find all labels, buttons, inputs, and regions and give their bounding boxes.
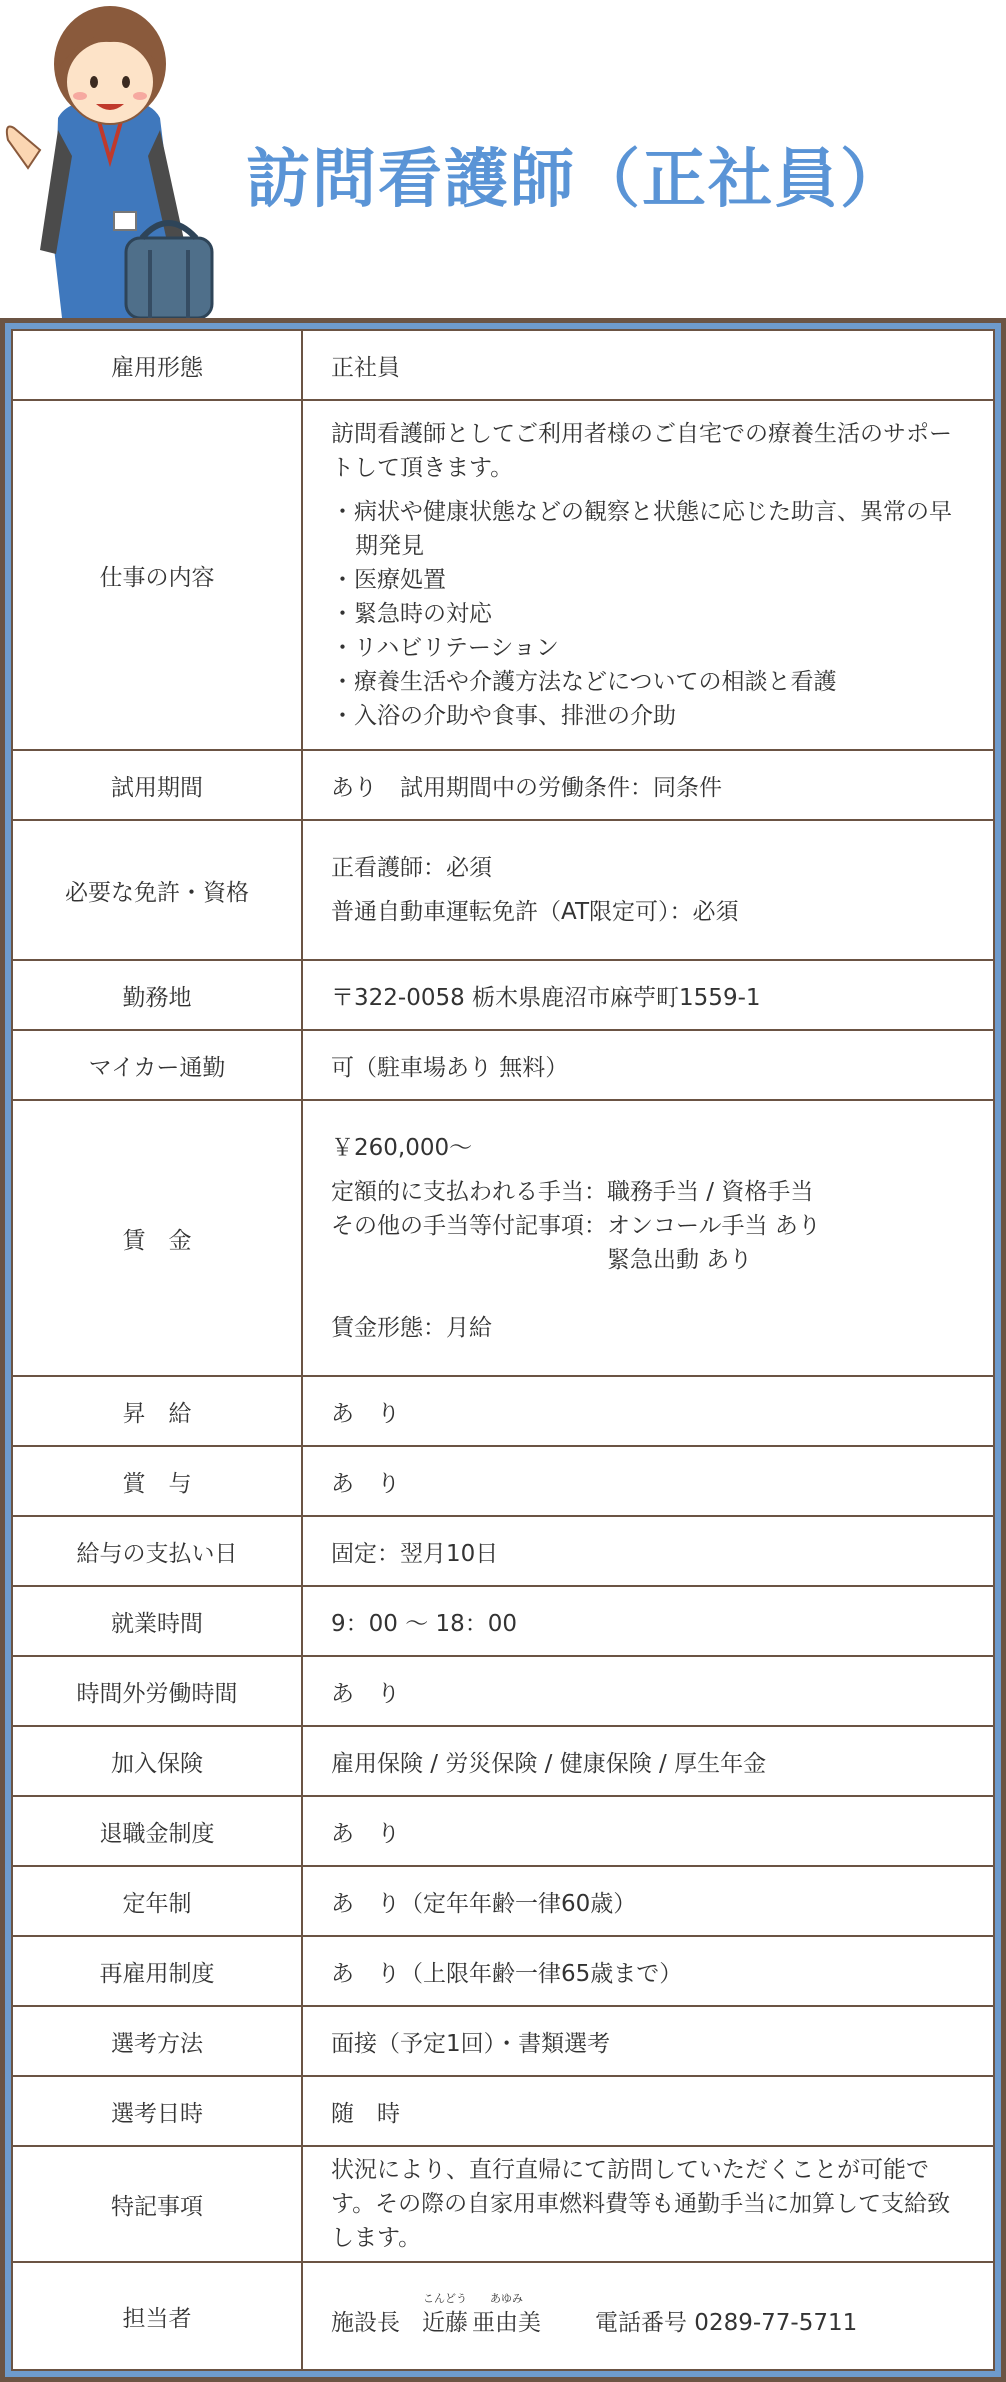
row-value (302, 1100, 994, 1376)
row-selection-method (12, 2006, 994, 2076)
row-bonus (12, 1446, 994, 1516)
row-label: 定年制 (12, 1866, 302, 1936)
job-content-intro: 訪問看護師としてご利用者様のご自宅での療養生活のサポートして頂きます。 (331, 421, 952, 481)
row-retirement-pay (12, 1796, 994, 1866)
row-label: 雇用形態 (12, 330, 302, 400)
row-label: 昇 給 (12, 1376, 302, 1446)
license-line: 普通自動車運転免許（AT限定可）：必須 (331, 899, 739, 925)
list-item: ・療養生活や介護方法などについての相談と看護 (331, 669, 837, 695)
job-info-table (11, 329, 995, 2371)
row-value: 雇用保険 / 労災保険 / 健康保険 / 厚生年金 (302, 1726, 994, 1796)
row-value: 正社員 (302, 330, 994, 400)
row-label: 賃 金 (12, 1100, 302, 1376)
row-car-commute (12, 1030, 994, 1100)
row-value: あ り (302, 1446, 994, 1516)
row-pay-day (12, 1516, 994, 1586)
row-label: 仕事の内容 (12, 400, 302, 750)
row-value: 9：00 ～ 18：00 (302, 1586, 994, 1656)
row-value: あ り (302, 1796, 994, 1866)
row-value: 可（駐車場あり 無料） (302, 1030, 994, 1100)
wage-type: 賃金形態：月給 (331, 1315, 492, 1341)
row-label: 勤務地 (12, 960, 302, 1030)
nurse-illustration (0, 0, 220, 318)
row-label: 賞 与 (12, 1446, 302, 1516)
row-work-hours (12, 1586, 994, 1656)
contact-line (331, 2292, 967, 2340)
row-wage (12, 1100, 994, 1376)
row-label: 給与の支払い日 (12, 1516, 302, 1586)
allowance-grid (331, 1175, 967, 1277)
contact-phone: 電話番号 0289-77-5711 (595, 2310, 858, 2336)
other-allowance-value: オンコール手当 あり (607, 1213, 821, 1239)
row-label: 必要な免許・資格 (12, 820, 302, 960)
row-value: あ り（定年年齢一律60歳） (302, 1866, 994, 1936)
row-value: 随 時 (302, 2076, 994, 2146)
row-value (302, 400, 994, 750)
job-info-frame (0, 318, 1006, 2382)
row-employment-type (12, 330, 994, 400)
row-value (302, 2262, 994, 2370)
row-value: 固定：翌月10日 (302, 1516, 994, 1586)
list-item: ・リハビリテーション (331, 635, 559, 661)
other-allowance-label: その他の手当等付記事項： (331, 1213, 607, 1239)
row-value: 〒322-0058 栃木県鹿沼市麻苧町1559-1 (302, 960, 994, 1030)
row-label: 就業時間 (12, 1586, 302, 1656)
row-raise (12, 1376, 994, 1446)
license-line: 正看護師：必須 (331, 855, 492, 881)
row-trial-period (12, 750, 994, 820)
row-label: 加入保険 (12, 1726, 302, 1796)
contact-given-name: 亜由美 (472, 2310, 541, 2336)
row-label: 再雇用制度 (12, 1936, 302, 2006)
row-job-content (12, 400, 994, 750)
row-label: 試用期間 (12, 750, 302, 820)
list-item: ・病状や健康状態などの観察と状態に応じた助言、異常の早期発見 (331, 499, 952, 559)
row-value: あ り（上限年齢一律65歳まで） (302, 1936, 994, 2006)
row-license (12, 820, 994, 960)
contact-name (422, 2292, 545, 2340)
list-item: ・入浴の介助や食事、排泄の介助 (331, 703, 676, 729)
row-value: あ り (302, 1656, 994, 1726)
row-label: 特記事項 (12, 2146, 302, 2262)
page-title: 訪問看護師（正社員） (246, 143, 906, 217)
fixed-allowance-label: 定額的に支払われる手当： (331, 1179, 607, 1205)
surname-ruby: こんどう (423, 2292, 467, 2305)
contact-surname: 近藤 (422, 2310, 468, 2336)
duty-list (331, 495, 967, 733)
row-label: 選考方法 (12, 2006, 302, 2076)
row-label: 退職金制度 (12, 1796, 302, 1866)
row-label: 時間外労働時間 (12, 1656, 302, 1726)
row-label: 担当者 (12, 2262, 302, 2370)
row-value: あり 試用期間中の労働条件：同条件 (302, 750, 994, 820)
row-reemployment (12, 1936, 994, 2006)
list-item: ・医療処置 (331, 567, 446, 593)
contact-position: 施設長 (331, 2310, 400, 2336)
row-selection-date (12, 2076, 994, 2146)
row-label: マイカー通勤 (12, 1030, 302, 1100)
row-workplace (12, 960, 994, 1030)
row-insurance (12, 1726, 994, 1796)
row-overtime (12, 1656, 994, 1726)
row-value (302, 820, 994, 960)
row-label: 選考日時 (12, 2076, 302, 2146)
row-contact (12, 2262, 994, 2370)
row-notes (12, 2146, 994, 2262)
row-value: 面接（予定1回）・書類選考 (302, 2006, 994, 2076)
row-value: あ り (302, 1376, 994, 1446)
list-item: ・緊急時の対応 (331, 601, 492, 627)
given-name-ruby: あゆみ (490, 2292, 523, 2305)
fixed-allowance-value: 職務手当 / 資格手当 (607, 1179, 814, 1205)
wage-amount: ￥260,000～ (331, 1135, 473, 1161)
header (0, 0, 1006, 318)
notes-text: 状況により、直行直帰にて訪問していただくことが可能です。その際の自家用車燃料費等も通勤手当に加算して支給致します。 (331, 2157, 951, 2251)
row-value (302, 2146, 994, 2262)
row-retirement-age (12, 1866, 994, 1936)
other-allowance-value: 緊急出動 あり (607, 1247, 753, 1273)
